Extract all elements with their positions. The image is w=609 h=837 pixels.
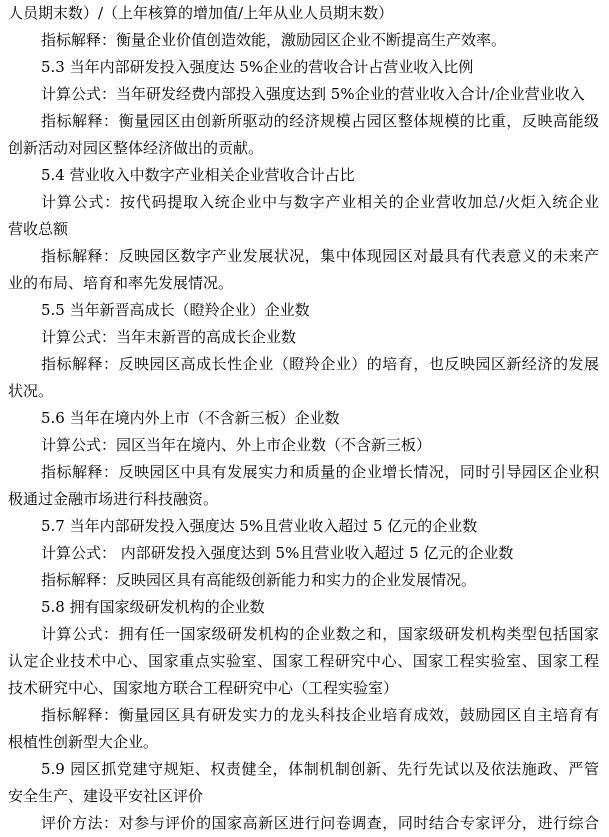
indicator-heading: 5.4 营业收入中数字产业相关企业营收合计占比 <box>41 166 355 184</box>
formula-line: 计算公式：当年末新晋的高成长企业数 <box>41 328 297 346</box>
explanation-line: 极通过金融市场进行科技融资。 <box>8 490 219 508</box>
indicator-heading: 5.5 当年新晋高成长（瞪羚企业）企业数 <box>41 301 310 319</box>
indicator-heading: 5.7 当年内部研发投入强度达 5%且营业收入超过 5 亿元的企业数 <box>41 517 478 535</box>
method-line: 评价方法：对参与评价的国家高新区进行问卷调查，同时结合专家评分，进行综合 <box>41 814 599 832</box>
formula-line: 计算公式：园区当年在境内、外上市企业数（不含新三板） <box>41 436 432 454</box>
indicator-heading: 5.6 当年在境内外上市（不含新三板）企业数 <box>41 409 340 427</box>
indicator-5-3 <box>8 54 599 162</box>
formula-line: 技术研究中心、国家地方联合工程研究中心（工程实验室） <box>8 679 399 697</box>
indicator-heading: 5.8 拥有国家级研发机构的企业数 <box>41 598 265 616</box>
formula-line: 计算公式：拥有任一国家级研发机构的企业数之和，国家级研发机构类型包括国家 <box>41 625 599 643</box>
indicator-5-5 <box>8 297 599 405</box>
explanation-line: 指标解释：衡量企业价值创造效能，激励园区企业不断提高生产效率。 <box>41 31 507 49</box>
indicator-5-7 <box>8 513 599 594</box>
explanation-line: 业的布局、培育和率先发展情况。 <box>8 274 234 292</box>
explanation-line: 指标解释：反映园区高成长性企业（瞪羚企业）的培育，也反映园区新经济的发展 <box>41 355 599 373</box>
explanation-line: 指标解释：反映园区中具有发展实力和质量的企业增长情况，同时引导园区企业积 <box>41 463 599 481</box>
formula-line: 计算公式：按代码提取入统企业中与数字产业相关的企业营收加总/火炬入统企业 <box>41 193 599 211</box>
indicator-heading: 安全生产、建设平安社区评价 <box>8 787 204 805</box>
section-intro <box>8 0 599 54</box>
explanation-line: 状况。 <box>8 382 54 400</box>
indicator-5-6 <box>8 405 599 513</box>
explanation-line: 指标解释：反映园区具有高能级创新能力和实力的企业发展情况。 <box>41 571 477 589</box>
explanation-line: 指标解释：衡量园区具有研发实力的龙头科技企业培育成效，鼓励园区自主培育有 <box>41 706 599 724</box>
explanation-line: 指标解释：衡量园区由创新所驱动的经济规模占园区整体规模的比重，反映高能级 <box>41 112 599 130</box>
formula-line: 认定企业技术中心、国家重点实验室、国家工程研究中心、国家工程实验室、国家工程 <box>8 652 599 670</box>
explanation-line: 指标解释：反映园区数字产业发展状况，集中体现园区对最具有代表意义的未来产 <box>41 247 599 265</box>
indicator-5-4 <box>8 162 599 297</box>
explanation-line: 根植性创新型大企业。 <box>8 733 159 751</box>
explanation-line: 创新活动对园区整体经济做出的贡献。 <box>8 139 264 157</box>
indicator-5-8 <box>8 594 599 756</box>
indicator-heading: 5.3 当年内部研发投入强度达 5%企业的营收合计占营业收入比例 <box>41 58 474 76</box>
formula-line: 计算公式：当年研发经费内部投入强度达到 5%企业的营业收入合计/企业营业收入 <box>41 85 585 103</box>
formula-line: 人员期末数）/（上年核算的增加值/上年从业人员期末数） <box>8 4 394 22</box>
formula-line: 计算公式： 内部研发投入强度达到 5%且营业收入超过 5 亿元的企业数 <box>41 544 514 562</box>
indicator-5-9 <box>8 756 599 837</box>
formula-line: 营收总额 <box>8 220 69 238</box>
indicator-heading: 5.9 园区抓党建守规矩、权责健全，体制机制创新、先行先试以及依法施政、严管 <box>41 760 599 778</box>
